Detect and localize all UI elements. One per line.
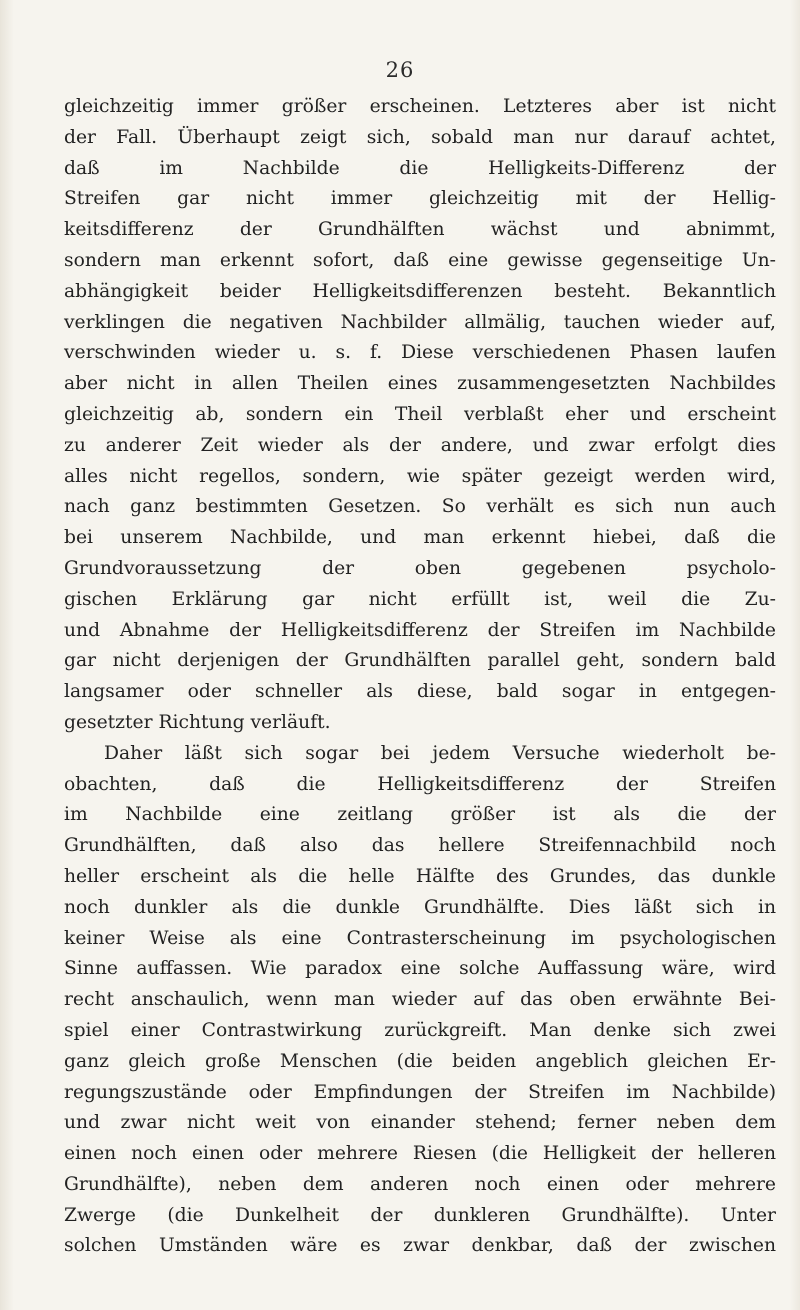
text-line: und Abnahme der Helligkeitsdifferenz der Streifen im Nachbilde xyxy=(64,619,776,641)
text-line: gesetzter Richtung verläuft. xyxy=(64,711,331,733)
text-line: alles nicht regellos, sondern, wie später gezeigt werden wird, xyxy=(64,465,776,487)
text-line: der Fall. Überhaupt zeigt sich, sobald man nur darauf achtet, xyxy=(64,126,776,148)
text-line: ganz gleich große Menschen (die beiden angeblich gleichen Er- xyxy=(64,1050,776,1072)
text-line: recht anschaulich, wenn man wieder auf das oben erwähnte Bei- xyxy=(64,989,776,1011)
text-line: obachten, daß die Helligkeitsdifferenz der Streifen xyxy=(64,773,776,795)
text-line: gleichzeitig ab, sondern ein Theil verblaßt eher und erscheint xyxy=(64,403,776,425)
text-line: Grundvoraussetzung der oben gegebenen psycholo- xyxy=(64,557,776,579)
page-edge-shadow-left xyxy=(0,0,14,1310)
text-line: heller erscheint als die helle Hälfte des Grundes, das dunkle xyxy=(64,865,776,887)
text-line: verschwinden wieder u. s. f. Diese verschiedenen Phasen laufen xyxy=(64,342,776,364)
text-line: langsamer oder schneller als diese, bald sogar in entgegen- xyxy=(64,681,776,703)
text-line: zu anderer Zeit wieder als der andere, und zwar erfolgt dies xyxy=(64,434,776,456)
text-line: nach ganz bestimmten Gesetzen. So verhält es sich nun auch xyxy=(64,496,776,518)
page-edge-shadow-right xyxy=(790,0,800,1310)
text-line: verklingen die negativen Nachbilder allmälig, tauchen wieder auf, xyxy=(64,311,776,333)
text-line: Grundhälfte), neben dem anderen noch einen oder mehrere xyxy=(64,1173,776,1195)
text-line: Daher läßt sich sogar bei jedem Versuche wiederholt be- xyxy=(104,742,776,764)
text-line: Zwerge (die Dunkelheit der dunkleren Grundhälfte). Unter xyxy=(64,1204,776,1226)
text-line: aber nicht in allen Theilen eines zusammengesetzten Nachbildes xyxy=(64,373,776,395)
text-line: einen noch einen oder mehrere Riesen (die Helligkeit der helleren xyxy=(64,1143,776,1165)
text-line: Grundhälften, daß also das hellere Streifennachbild noch xyxy=(64,835,776,857)
text-line: regungszustände oder Empfindungen der Streifen im Nachbilde) xyxy=(64,1081,776,1103)
text-line: Sinne auffassen. Wie paradox eine solche Auffassung wäre, wird xyxy=(64,958,776,980)
text-line: noch dunkler als die dunkle Grundhälfte. Dies läßt sich in xyxy=(64,896,776,918)
text-line: keitsdifferenz der Grundhälften wächst und abnimmt, xyxy=(64,219,776,241)
text-line: spiel einer Contrastwirkung zurückgreift. Man denke sich zwei xyxy=(64,1019,776,1041)
text-line: und zwar nicht weit von einander stehend; ferner neben dem xyxy=(64,1112,776,1134)
text-line: gischen Erklärung gar nicht erfüllt ist, weil die Zu- xyxy=(64,588,776,610)
text-line: solchen Umständen wäre es zwar denkbar, daß der zwischen xyxy=(64,1235,776,1257)
text-line: gar nicht derjenigen der Grundhälften parallel geht, sondern bald xyxy=(64,650,776,672)
text-line: abhängigkeit beider Helligkeitsdifferenzen besteht. Bekanntlich xyxy=(64,280,776,302)
text-line: sondern man erkennt sofort, daß eine gewisse gegenseitige Un- xyxy=(64,249,776,271)
text-line: Streifen gar nicht immer gleichzeitig mit der Hellig- xyxy=(64,188,776,210)
body-text xyxy=(64,92,776,1262)
text-line: im Nachbilde eine zeitlang größer ist als die der xyxy=(64,804,776,826)
text-line: bei unserem Nachbilde, und man erkennt hiebei, daß die xyxy=(64,527,776,549)
page-number: 26 xyxy=(385,58,415,82)
text-line: keiner Weise als eine Contrasterscheinung im psychologischen xyxy=(64,927,776,949)
text-line: gleichzeitig immer größer erscheinen. Letzteres aber ist nicht xyxy=(64,96,776,117)
text-line: daß im Nachbilde die Helligkeits-Differenz der xyxy=(64,157,776,179)
